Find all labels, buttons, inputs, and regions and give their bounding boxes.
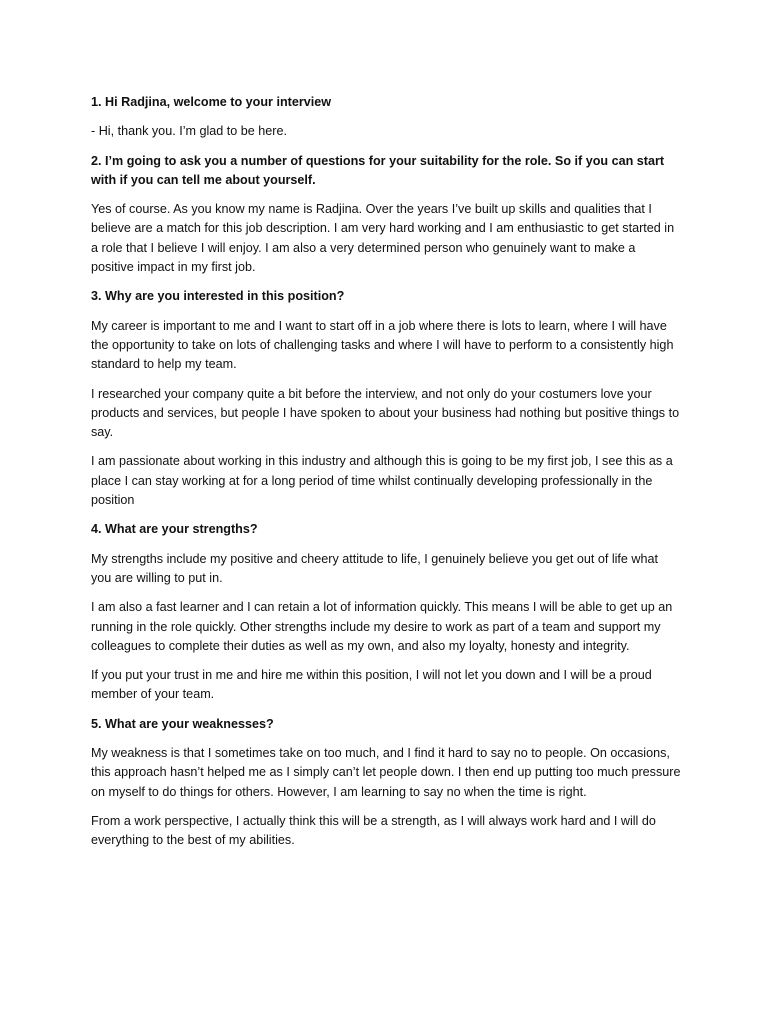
question-5: 5. What are your weaknesses? (91, 716, 274, 731)
answer-5-paragraph-2: From a work perspective, I actually think this will be a strength, as I will always work hard and I will do everything to the best of my abilities. (91, 813, 656, 848)
answer-1: - Hi, thank you. I’m glad to be here. (91, 124, 288, 139)
question-1: 1. Hi Radjina, welcome to your interview (91, 95, 332, 109)
question-3: 3. Why are you interested in this position? (91, 289, 345, 304)
answer-4-paragraph-2: I am also a fast learner and I can retain a lot of information quickly. This means I will be able to get up an running in the role quickly. Other strengths include my desire to work as part of a team and support my colleagues to complete their duties as well as my own, and also my loyalty, honesty and integrity. (91, 600, 673, 653)
answer-4-paragraph-1: My strengths include my positive and cheery attitude to life, I genuinely believe you get out of life what you are willing to put in. (91, 551, 659, 585)
answer-4-paragraph-3: If you put your trust in me and hire me within this position, I will not let you down and I will be a proud member of your team. (91, 668, 652, 702)
answer-2: Yes of course. As you know my name is Radjina. Over the years I’ve built up skills and qualities that I believe are a match for this job description. I am very hard working and I am enthusiastic to get started in a role that I believe I will enjoy. I am also a very determined person who genuinely want to make a positive impact in my first job. (91, 202, 675, 275)
question-4: 4. What are your strengths? (91, 522, 258, 537)
answer-3-paragraph-1: My career is important to me and I want to start off in a job where there is lots to learn, where I will have the opportunity to take on lots of challenging tasks and where I will have to perform to a consistently high standard to help my team. (91, 318, 674, 372)
document-page (91, 93, 681, 861)
answer-3-paragraph-2: I researched your company quite a bit before the interview, and not only do your costumers love your products and services, but people I have spoken to about your business had nothing but positive things to say. (91, 386, 680, 440)
answer-3-paragraph-3: I am passionate about working in this industry and although this is going to be my first job, I see this as a place I can stay working at for a long period of time whilst continually developing professionally in the position (91, 454, 673, 508)
question-2: 2. I’m going to ask you a number of questions for your suitability for the role. So if you can start with if you can tell me about yourself. (91, 153, 665, 187)
answer-5-paragraph-1: My weakness is that I sometimes take on too much, and I find it hard to say no to people. On occasions, this approach hasn’t helped me as I simply can’t let people down. I then end up putting too much pressure on myself to do things for others. However, I am learning to say no when the time is right. (91, 746, 681, 799)
